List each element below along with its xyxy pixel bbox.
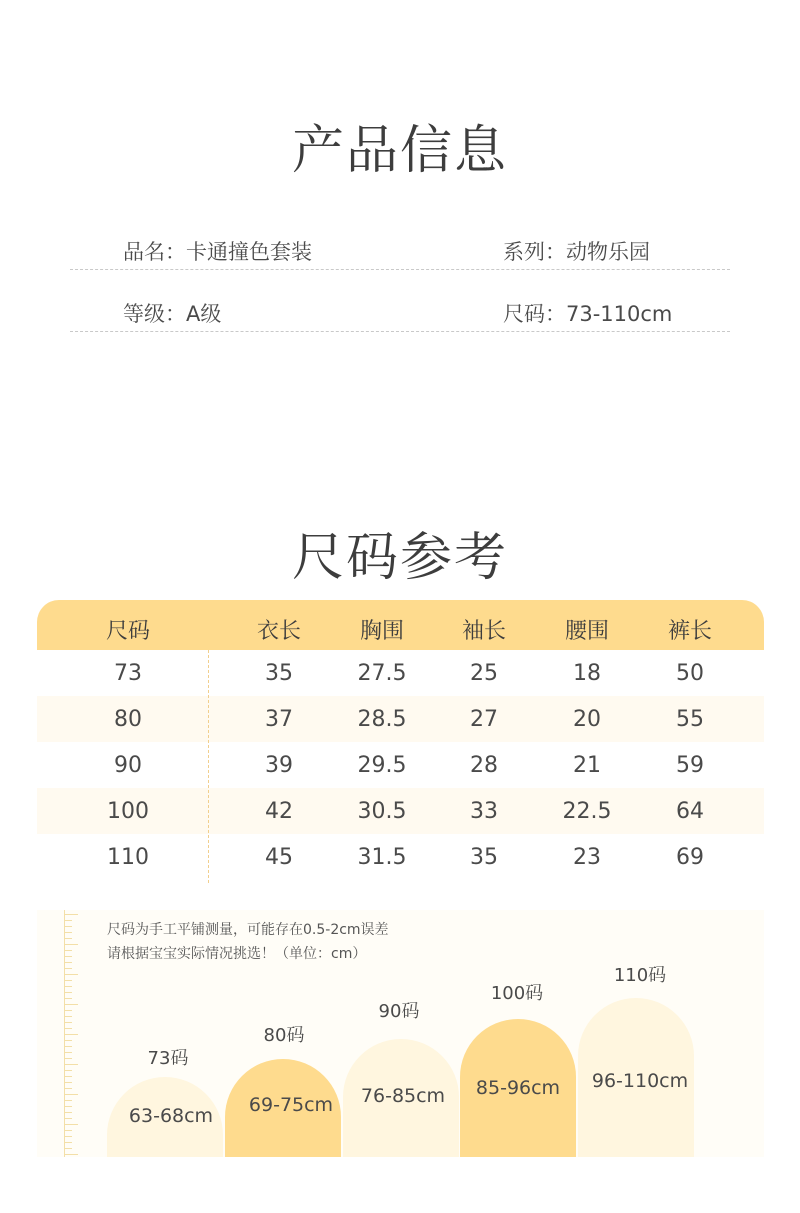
table-cell: 22.5 [562, 798, 612, 824]
ruler-tick [64, 956, 72, 957]
bar-range-label: 63-68cm [128, 1105, 214, 1127]
product-name: 品名：卡通撞色套装 [123, 240, 312, 264]
table-cell: 55 [676, 706, 704, 732]
table-cell: 33 [470, 798, 498, 824]
ruler-tick [64, 1046, 72, 1047]
bar-range-label: 96-110cm [591, 1070, 689, 1092]
bar-range-label: 76-85cm [360, 1085, 446, 1107]
table-cell: 100 [107, 798, 149, 824]
ruler-tick [64, 986, 72, 987]
table-cell: 50 [676, 660, 704, 686]
table-cell: 110 [107, 844, 149, 870]
table-cell: 25 [470, 660, 498, 686]
ruler-tick [64, 1106, 72, 1107]
table-cell: 21 [573, 752, 601, 778]
table-cell: 28 [470, 752, 498, 778]
ruler-tick [64, 1076, 72, 1077]
bar-range-label: 69-75cm [248, 1094, 334, 1116]
table-cell: 80 [114, 706, 142, 732]
ruler-tick [64, 938, 72, 939]
selection-note: 请根据宝宝实际情况挑选！（单位：cm） [107, 946, 367, 962]
table-cell: 29.5 [357, 752, 407, 778]
table-cell: 31.5 [357, 844, 407, 870]
header-pants-length: 裤长 [667, 618, 712, 644]
table-cell: 30.5 [357, 798, 407, 824]
ruler-tick [64, 980, 72, 981]
ruler-tick [64, 1088, 72, 1089]
table-row [37, 742, 764, 788]
ruler-tick [64, 1154, 78, 1155]
header-size: 尺码 [105, 618, 150, 644]
measurement-note: 尺码为手工平铺测量，可能存在0.5-2cm误差 [107, 922, 389, 938]
bar-size-label: 100码 [490, 983, 544, 1004]
info-row [70, 230, 730, 270]
ruler-tick [64, 1064, 78, 1065]
ruler-tick [64, 1130, 72, 1131]
ruler-tick [64, 1124, 78, 1125]
table-row [37, 834, 764, 880]
ruler-tick [64, 1094, 78, 1095]
header-sleeve: 袖长 [461, 618, 506, 644]
table-cell: 28.5 [357, 706, 407, 732]
ruler-tick [64, 1142, 72, 1143]
table-cell: 35 [265, 660, 293, 686]
header-waist: 腰围 [564, 618, 609, 644]
bar-size-label: 73码 [147, 1048, 189, 1069]
ruler-tick [64, 1082, 72, 1083]
ruler-tick [64, 920, 72, 921]
ruler-tick [64, 1058, 72, 1059]
ruler-tick [64, 932, 72, 933]
table-cell: 90 [114, 752, 142, 778]
table-cell: 35 [470, 844, 498, 870]
table-cell: 69 [676, 844, 704, 870]
ruler-tick [64, 1016, 72, 1017]
size-reference-title: 尺码参考 [291, 528, 508, 588]
ruler-tick [64, 1112, 72, 1113]
ruler-tick [64, 1022, 72, 1023]
ruler-decoration [64, 910, 80, 1157]
table-cell: 64 [676, 798, 704, 824]
ruler-tick [64, 1004, 78, 1005]
info-row [70, 292, 730, 332]
ruler-tick [64, 914, 78, 915]
table-row [37, 650, 764, 696]
table-row [37, 788, 764, 834]
product-size-range: 尺码：73-110cm [503, 302, 673, 326]
ruler-tick [64, 962, 72, 963]
bar-range-label: 85-96cm [475, 1077, 561, 1099]
table-cell: 27 [470, 706, 498, 732]
size-table [37, 600, 764, 880]
table-cell: 39 [265, 752, 293, 778]
table-cell: 42 [265, 798, 293, 824]
table-cell: 37 [265, 706, 293, 732]
table-cell: 23 [573, 844, 601, 870]
product-series: 系列：动物乐园 [503, 240, 650, 264]
bar-size-label: 90码 [378, 1001, 420, 1022]
table-cell: 73 [114, 660, 142, 686]
ruler-tick [64, 1034, 78, 1035]
table-cell: 27.5 [357, 660, 407, 686]
product-info-title: 产品信息 [291, 121, 508, 181]
table-row [37, 696, 764, 742]
product-grade: 等级：A级 [123, 302, 222, 326]
ruler-tick [64, 1148, 72, 1149]
ruler-tick [64, 1040, 72, 1041]
table-cell: 18 [573, 660, 601, 686]
table-cell: 45 [265, 844, 293, 870]
header-chest: 胸围 [359, 618, 404, 644]
ruler-tick [64, 1100, 72, 1101]
ruler-tick [64, 992, 72, 993]
ruler-tick [64, 974, 78, 975]
height-guide [37, 910, 764, 1157]
ruler-tick [64, 1010, 72, 1011]
ruler-tick [64, 968, 72, 969]
table-cell: 59 [676, 752, 704, 778]
table-header [37, 600, 764, 650]
ruler-tick [64, 926, 72, 927]
ruler-tick [64, 1118, 72, 1119]
ruler-tick [64, 1052, 72, 1053]
table-cell: 20 [573, 706, 601, 732]
bar-size-label: 80码 [263, 1025, 305, 1046]
header-length: 衣长 [256, 618, 301, 644]
ruler-tick [64, 998, 72, 999]
table-column-divider [208, 650, 209, 883]
ruler-tick [64, 944, 78, 945]
ruler-tick [64, 1136, 72, 1137]
ruler-tick [64, 950, 72, 951]
ruler-tick [64, 1028, 72, 1029]
ruler-tick [64, 1070, 72, 1071]
bar-size-label: 110码 [613, 965, 667, 986]
